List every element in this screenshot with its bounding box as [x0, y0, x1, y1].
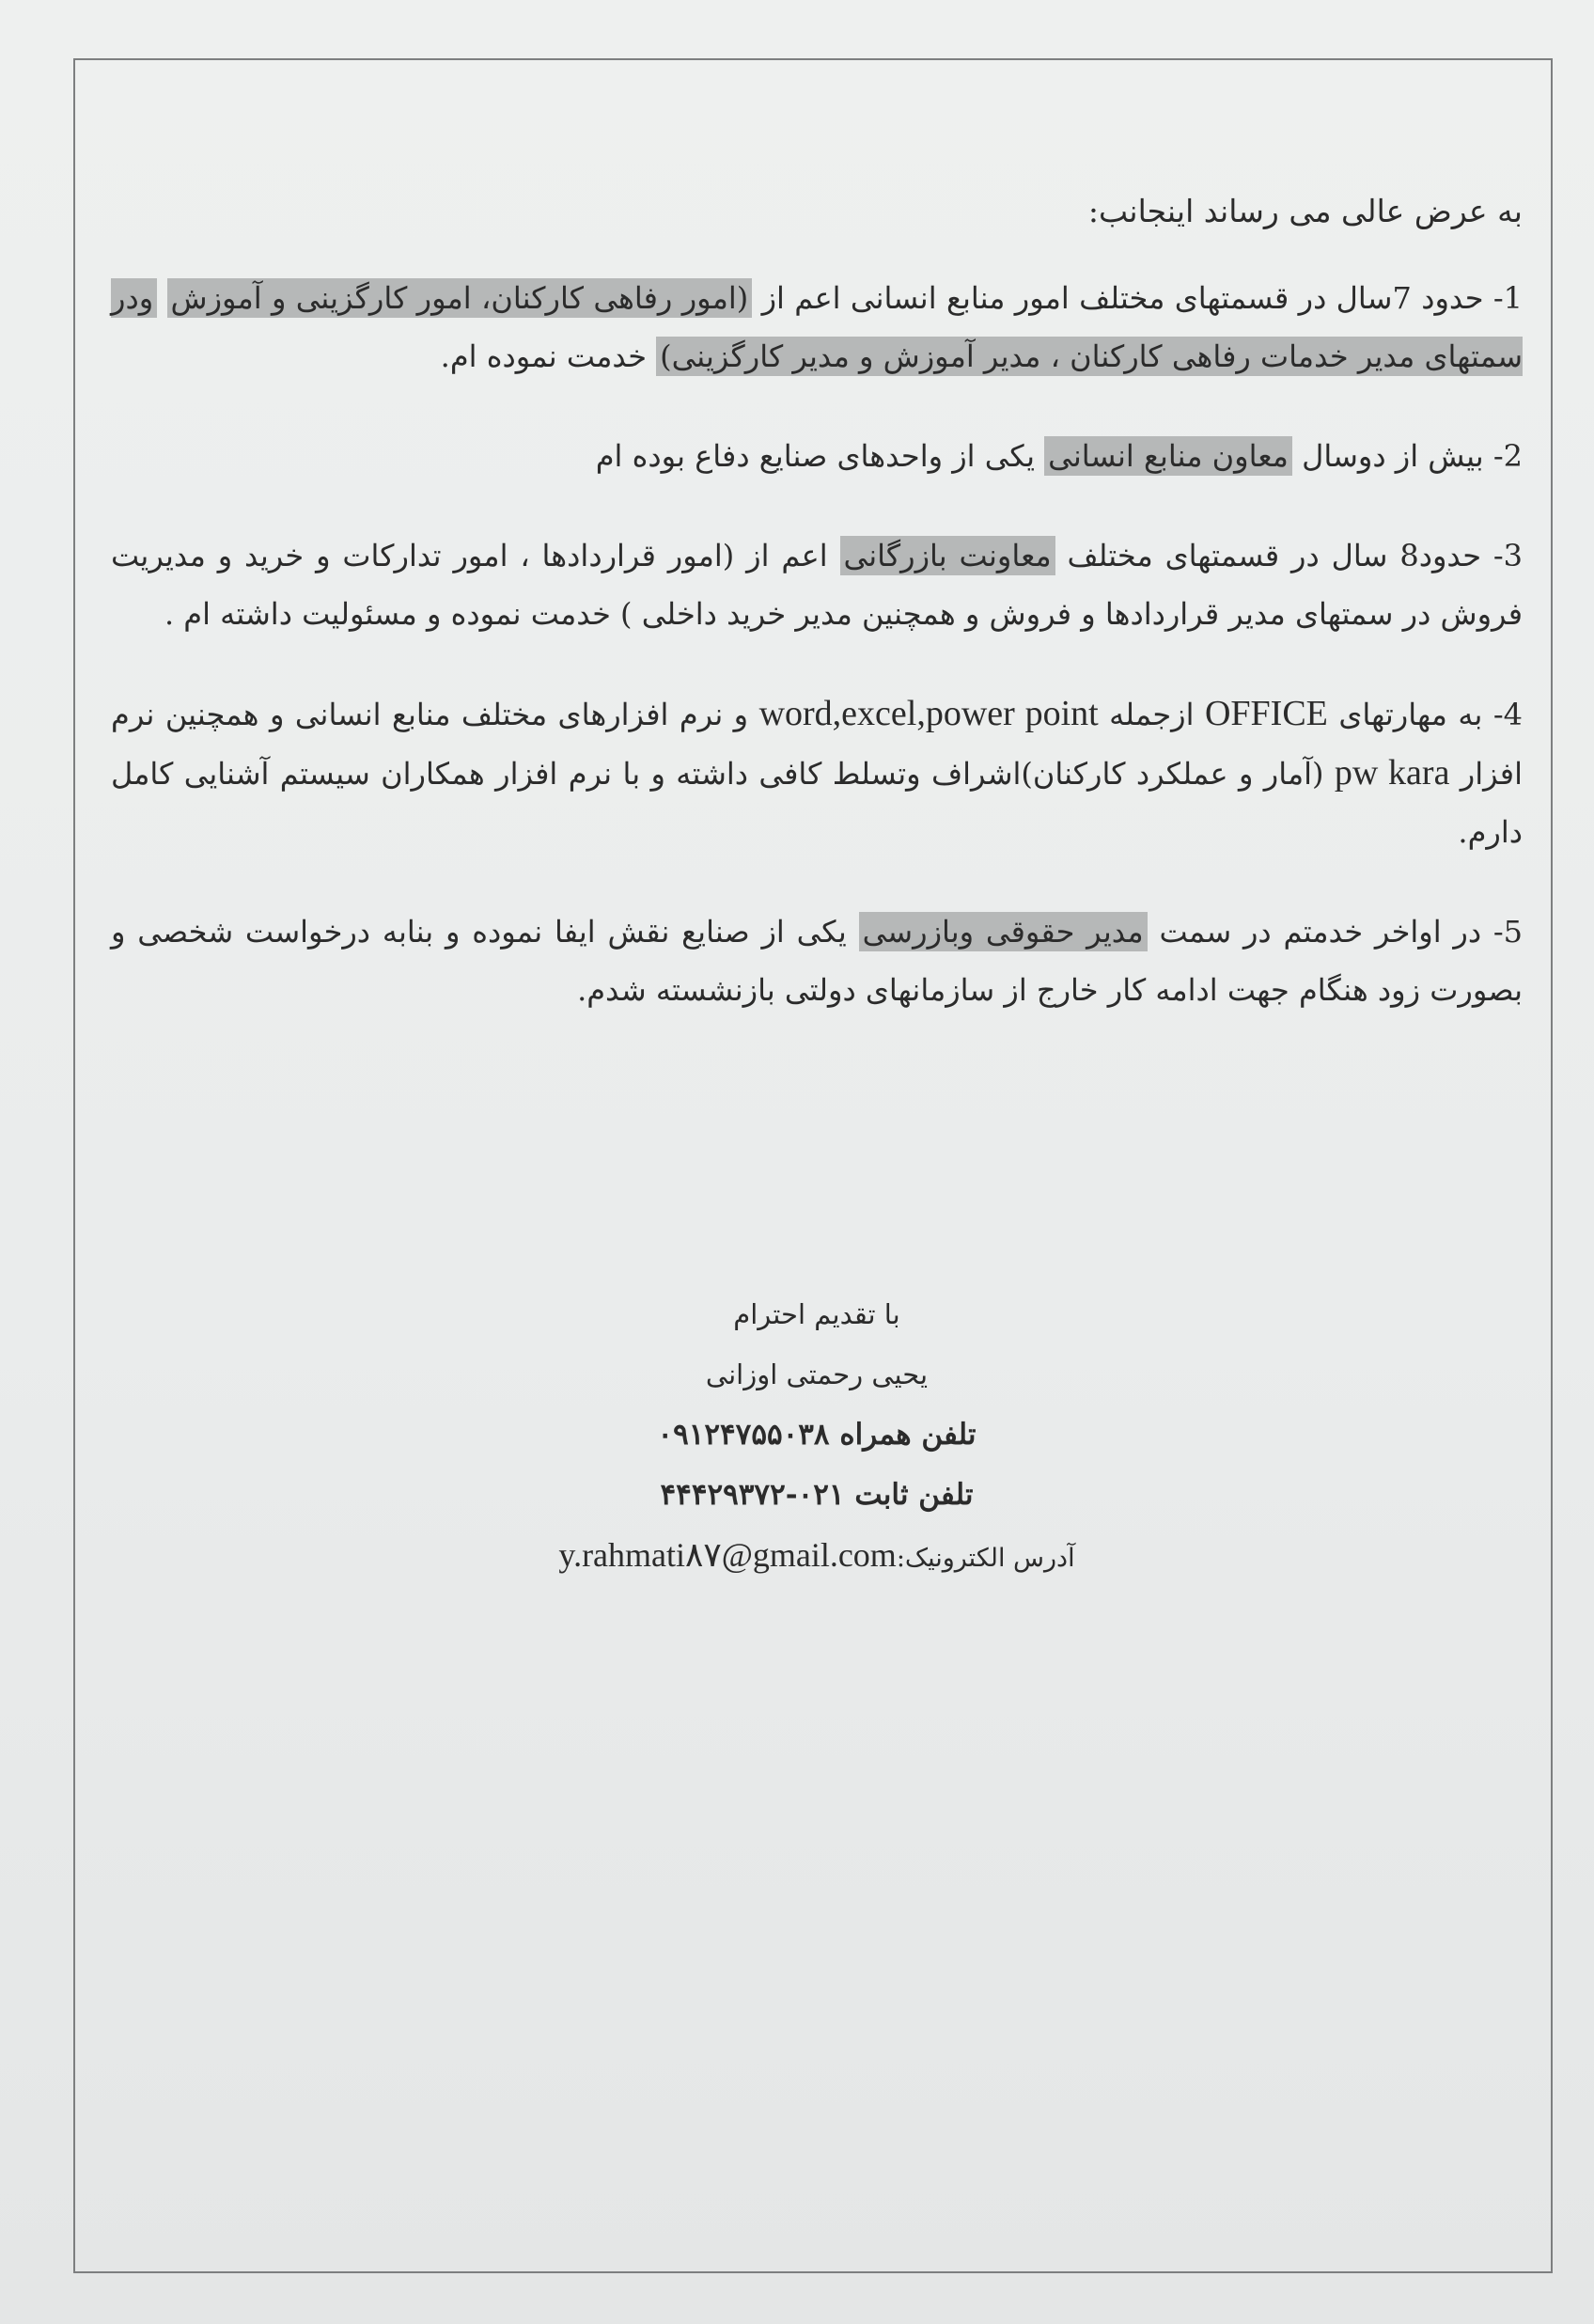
paragraph-1-highlight-a: (امور رفاهی کارکنان، امور کارگزینی و آموزش — [167, 278, 753, 318]
paragraph-3-highlight: معاونت بازرگانی — [840, 536, 1055, 575]
paragraph-4-text-d: (آمار و عملکرد کارکنان)اشراف وتسلط کافی داشته و با نرم افزار همکاران سیستم آشنایی کامل دارم. — [111, 756, 1523, 850]
landline-phone: تلفن ثابت ۰۲۱-۴۴۴۲۹۳۷۲ — [660, 1478, 974, 1512]
letter-body — [111, 188, 1523, 1060]
paragraph-5-text-b: یکی از صنایع نقش ایفا نموده و بنابه درخواست شخصی و بصورت زود هنگام جهت ادامه کار خارج از سازمانهای دولتی بازنشسته شدم. — [111, 914, 1523, 1008]
paragraph-2-text-b: یکی از واحدهای صنایع دفاع بوده ام — [595, 438, 1045, 474]
salutation: به عرض عالی می رساند اینجانب: — [1087, 193, 1523, 229]
email-label: آدرس الکترونیک: — [896, 1544, 1075, 1573]
paragraph-5-highlight: مدیر حقوقی وبازرسی — [859, 912, 1148, 951]
paragraph-4-text-c: و نرم افزارهای مختلف منابع انسانی و همچنین نرم افزار — [111, 697, 1523, 792]
office-term: OFFICE — [1204, 694, 1328, 733]
paragraph-4 — [111, 684, 1523, 861]
paragraph-2 — [111, 427, 1523, 485]
paragraph-3 — [111, 526, 1523, 643]
apps-term: word,excel,power point — [758, 694, 1099, 733]
mobile-phone: تلفن همراه ۰۹۱۲۴۷۵۵۰۳۸ — [657, 1418, 977, 1452]
paragraph-1 — [111, 269, 1523, 385]
paragraph-4-text-b: ازجمله — [1098, 697, 1205, 732]
paragraph-4-text-a: 4- به مهارتهای — [1327, 697, 1524, 732]
email-line — [111, 1525, 1523, 1589]
email-address: y.rahmati۸۷@gmail.com — [558, 1536, 897, 1574]
kara-term: pw kara — [1334, 753, 1450, 793]
paragraph-2-highlight: معاون منابع انسانی — [1044, 436, 1292, 476]
paragraph-5-text-a: 5- در اواخر خدمتم در سمت — [1147, 914, 1524, 950]
closing-phrase: با تقدیم احترام — [733, 1298, 900, 1330]
paragraph-1-highlight-b: ودر سمتهای مدیر خدمات رفاهی کارکنان ، مدیر آموزش و مدیر کارگزینی) — [111, 280, 1523, 374]
paragraph-3-text-b: اعم از (امور قراردادها ، امور تدارکات و خرید و مدیریت فروش در سمتهای مدیر قراردادها و فروش و همچنین مدیر خرید داخلی ) خدمت نموده و مسئولیت داشته ام . — [111, 538, 1523, 632]
sender-name: یحیی رحمتی اوزانی — [705, 1358, 929, 1390]
paragraph-3-text-a: 3- حدود8 سال در قسمتهای مختلف — [1055, 538, 1524, 573]
paragraph-2-text-a: 2- بیش از دوسال — [1291, 438, 1523, 474]
paragraph-1-text-c: خدمت نموده ام. — [440, 338, 657, 374]
paragraph-5 — [111, 903, 1523, 1019]
paragraph-1-text-b — [157, 280, 166, 316]
signature-block — [111, 1284, 1523, 1589]
paragraph-1-text-a: 1- حدود 7سال در قسمتهای مختلف امور منابع انسانی اعم از — [752, 280, 1524, 316]
